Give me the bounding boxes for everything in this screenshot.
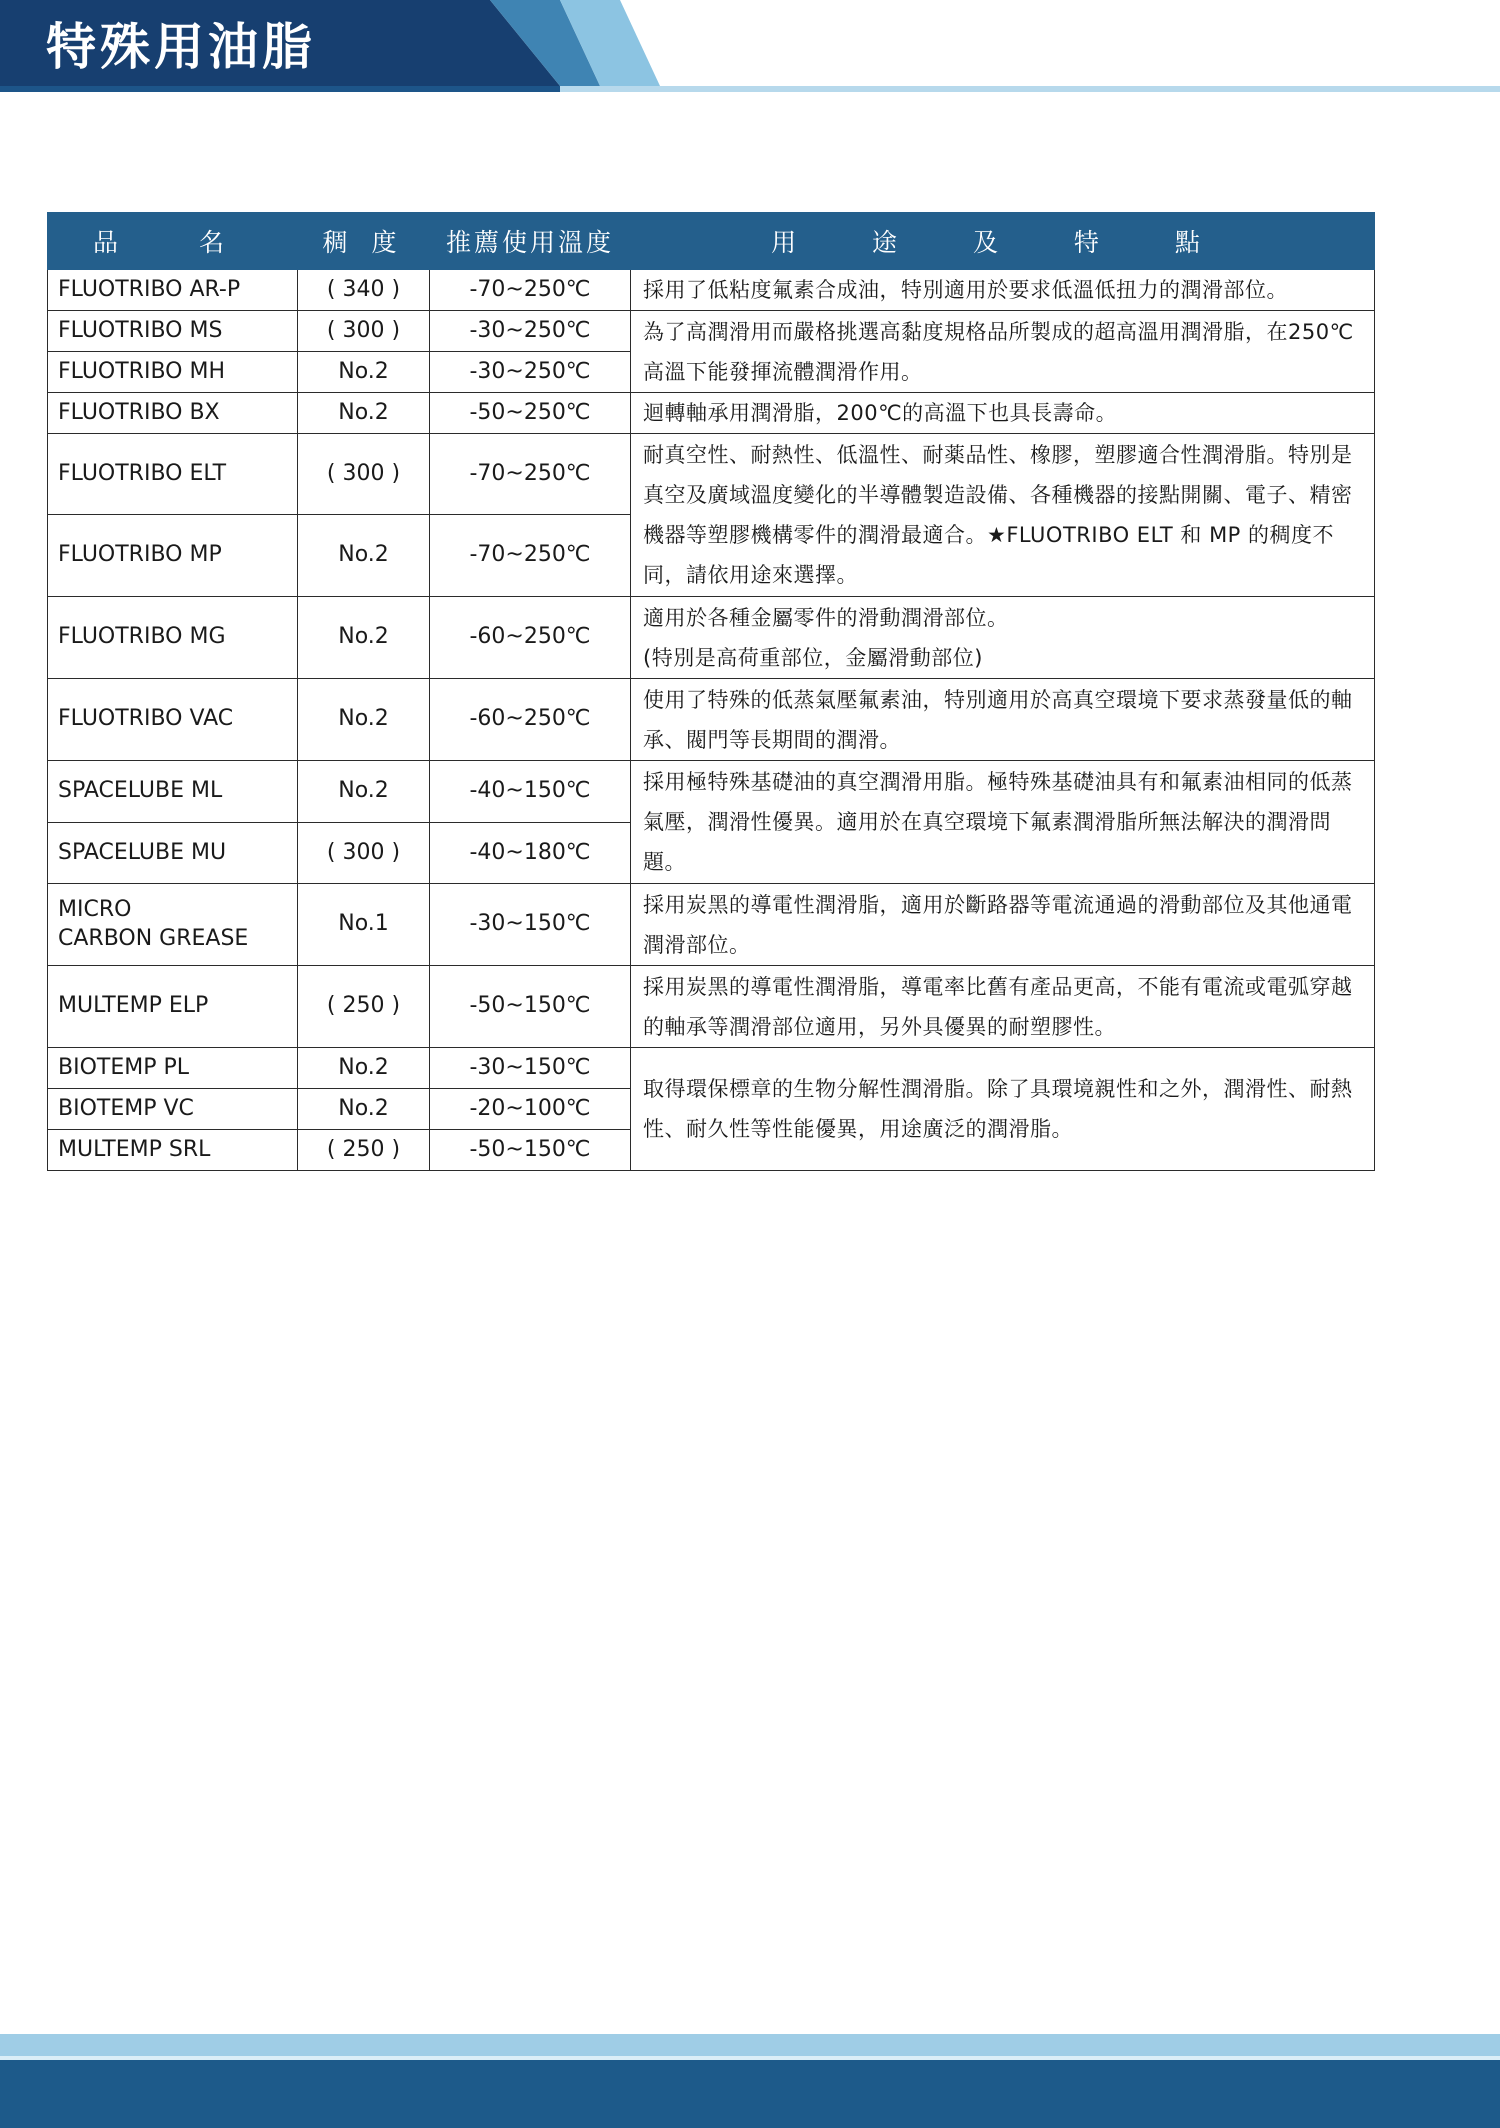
product-description: 採用了低粘度氟素合成油，特別適用於要求低溫低扭力的潤滑部位。	[631, 270, 1375, 311]
product-consistency: No.1	[298, 884, 430, 966]
product-consistency: No.2	[298, 679, 430, 761]
product-description: 採用炭黑的導電性潤滑脂，導電率比舊有產品更高，不能有電流或電弧穿越的軸承等潤滑部位適用，另外具優異的耐塑膠性。	[631, 966, 1375, 1048]
header-product-name: 品 名	[48, 213, 298, 270]
product-consistency: No.2	[298, 1089, 430, 1130]
product-temp: -70~250℃	[430, 270, 631, 311]
product-temp: -70~250℃	[430, 515, 631, 597]
table-row	[48, 597, 1375, 679]
product-name: FLUOTRIBO MH	[48, 352, 298, 393]
product-name-line: CARBON GREASE	[58, 925, 249, 951]
product-name: FLUOTRIBO ELT	[48, 434, 298, 515]
table-header-row	[48, 213, 1375, 270]
product-temp: -40~150℃	[430, 761, 631, 823]
product-description: 採用極特殊基礎油的真空潤滑用脂。極特殊基礎油具有和氟素油相同的低蒸氣壓，潤滑性優異。適用於在真空環境下氟素潤滑脂所無法解決的潤滑問題。	[631, 761, 1375, 884]
product-name: BIOTEMP VC	[48, 1089, 298, 1130]
product-consistency: ( 300 )	[298, 311, 430, 352]
page-title: 特殊用油脂	[46, 18, 316, 76]
product-consistency: ( 300 )	[298, 434, 430, 515]
product-consistency: ( 340 )	[298, 270, 430, 311]
product-description: 使用了特殊的低蒸氣壓氟素油，特別適用於高真空環境下要求蒸發量低的軸承、閥門等長期間的潤滑。	[631, 679, 1375, 761]
product-temp: -60~250℃	[430, 679, 631, 761]
product-temp: -30~250℃	[430, 352, 631, 393]
product-description: 取得環保標章的生物分解性潤滑脂。除了具環境親性和之外，潤滑性、耐熱性、耐久性等性能優異，用途廣泛的潤滑脂。	[631, 1048, 1375, 1171]
product-temp: -60~250℃	[430, 597, 631, 679]
product-name: SPACELUBE MU	[48, 823, 298, 884]
product-name: FLUOTRIBO AR-P	[48, 270, 298, 311]
product-name: SPACELUBE ML	[48, 761, 298, 823]
product-consistency: No.2	[298, 597, 430, 679]
product-consistency: No.2	[298, 515, 430, 597]
product-name: BIOTEMP PL	[48, 1048, 298, 1089]
table-row	[48, 761, 1375, 823]
product-temp: -30~150℃	[430, 884, 631, 966]
product-name: FLUOTRIBO MS	[48, 311, 298, 352]
product-name-line: MICRO	[58, 896, 132, 922]
product-name: FLUOTRIBO VAC	[48, 679, 298, 761]
table-row	[48, 270, 1375, 311]
product-temp: -40~180℃	[430, 823, 631, 884]
description-line: 適用於各種金屬零件的滑動潤滑部位。	[643, 605, 1009, 630]
table-row	[48, 966, 1375, 1048]
footer-band	[0, 2034, 1500, 2128]
product-temp: -70~250℃	[430, 434, 631, 515]
product-name: FLUOTRIBO BX	[48, 393, 298, 434]
table-row	[48, 393, 1375, 434]
table-row	[48, 311, 1375, 352]
product-temp: -50~150℃	[430, 966, 631, 1048]
product-consistency: ( 300 )	[298, 823, 430, 884]
product-name	[48, 884, 298, 966]
product-description: 耐真空性、耐熱性、低溫性、耐薬品性、橡膠，塑膠適合性潤滑脂。特別是真空及廣域溫度變化的半導體製造設備、各種機器的接點開關、電子、精密機器等塑膠機構零件的潤滑最適合。★FLUOTRIBO ELT 和 MP 的稠度不同，請依用途來選擇。	[631, 434, 1375, 597]
table-row	[48, 884, 1375, 966]
product-consistency: No.2	[298, 761, 430, 823]
product-temp: -30~150℃	[430, 1048, 631, 1089]
product-consistency: ( 250 )	[298, 966, 430, 1048]
product-consistency: ( 250 )	[298, 1130, 430, 1171]
product-temp: -50~150℃	[430, 1130, 631, 1171]
product-name: FLUOTRIBO MG	[48, 597, 298, 679]
product-temp: -20~100℃	[430, 1089, 631, 1130]
product-description: 採用炭黑的導電性潤滑脂，適用於斷路器等電流通過的滑動部位及其他通電潤滑部位。	[631, 884, 1375, 966]
product-description: 為了高潤滑用而嚴格挑選高黏度規格品所製成的超高溫用潤滑脂，在250℃高溫下能發揮流體潤滑作用。	[631, 311, 1375, 393]
product-description	[631, 597, 1375, 679]
header-recommended-temp: 推薦使用溫度	[430, 213, 631, 270]
product-temp: -50~250℃	[430, 393, 631, 434]
product-name: FLUOTRIBO MP	[48, 515, 298, 597]
table-row	[48, 679, 1375, 761]
product-name: MULTEMP ELP	[48, 966, 298, 1048]
product-description: 迴轉軸承用潤滑脂，200℃的高溫下也具長壽命。	[631, 393, 1375, 434]
header-consistency: 稠 度	[298, 213, 430, 270]
product-temp: -30~250℃	[430, 311, 631, 352]
table-row	[48, 1048, 1375, 1089]
table-row	[48, 434, 1375, 515]
grease-spec-table	[47, 212, 1375, 1171]
header-usage-features: 用 途 及 特 點	[631, 213, 1375, 270]
description-line: (特別是高荷重部位，金屬滑動部位)	[643, 645, 983, 670]
product-consistency: No.2	[298, 352, 430, 393]
product-consistency: No.2	[298, 1048, 430, 1089]
product-consistency: No.2	[298, 393, 430, 434]
product-name: MULTEMP SRL	[48, 1130, 298, 1171]
